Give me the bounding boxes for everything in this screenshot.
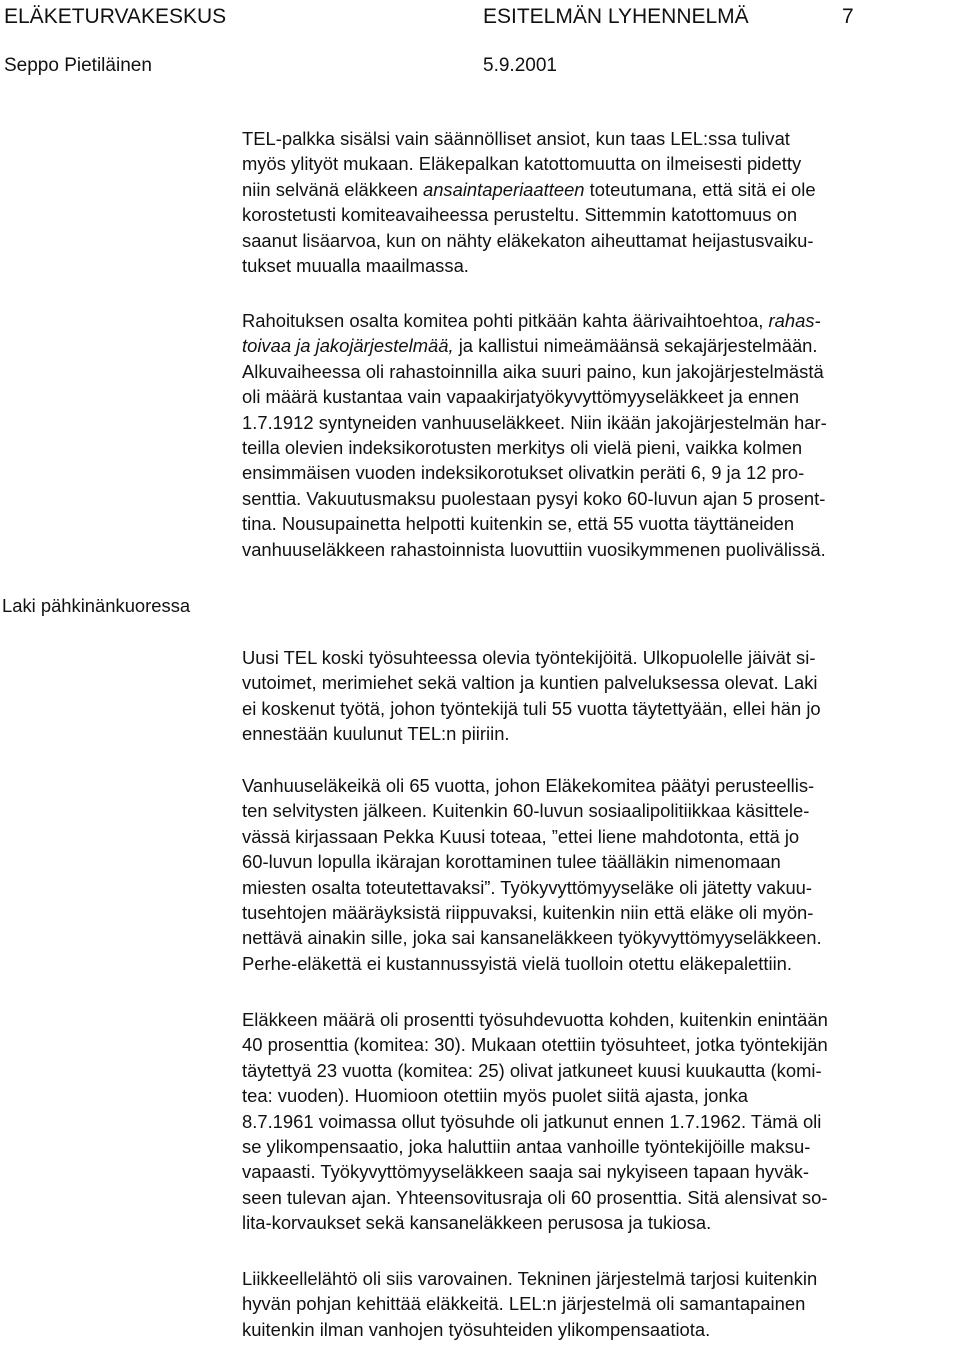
text-line: vapaasti. Työkyvyttömyyseläkkeen saaja sai nykyiseen tapaan hyväk- bbox=[242, 1161, 809, 1183]
text-line: vässä kirjassaan Pekka Kuusi toteaa, ”ettei liene mahdotonta, että jo bbox=[242, 825, 800, 847]
text-line: 60-luvun lopulla ikärajan korottaminen tulee täälläkin nimenomaan bbox=[242, 851, 781, 873]
text-line: 8.7.1961 voimassa ollut työsuhde oli jatkunut ennen 1.7.1962. Tämä oli bbox=[242, 1110, 822, 1132]
organization-name: ELÄKETURVAKESKUS bbox=[4, 5, 227, 28]
paragraph-1 bbox=[242, 126, 960, 278]
text-line: seen tulevan ajan. Yhteensovitusraja oli 60 prosenttia. Sitä alensivat so- bbox=[242, 1186, 828, 1208]
text-line: 40 prosenttia (komitea: 30). Mukaan otettiin työsuhteet, jotka työntekijän bbox=[242, 1034, 828, 1056]
text-run: toteutumana, että sitä ei ole bbox=[584, 178, 816, 200]
text-line: TEL-palkka sisälsi vain säännölliset ansiot, kun taas LEL:ssa tulivat bbox=[242, 128, 790, 149]
text-line: korostetusti komiteavaiheessa perusteltu. Sittemmin katottomuus on bbox=[242, 204, 798, 226]
text-line: hyvän pohjan kehittää eläkkeitä. LEL:n järjestelmä oli samantapainen bbox=[242, 1293, 806, 1315]
text-line: nettävä ainakin sille, joka sai kansaneläkkeen työkyvyttömyyseläkkeen. bbox=[242, 927, 822, 949]
text-line: Uusi TEL koski työsuhteessa olevia työntekijöitä. Ulkopuolelle jäivät si- bbox=[242, 647, 816, 668]
author-name: Seppo Pietiläinen bbox=[4, 55, 152, 76]
section-heading: Laki pähkinänkuoressa bbox=[2, 595, 191, 616]
page-number: 7 bbox=[842, 5, 854, 28]
document-title: ESITELMÄN LYHENNELMÄ bbox=[483, 5, 749, 28]
text-run: ja kallistui nimeämäänsä sekajärjestelmään. bbox=[453, 335, 818, 357]
text-line bbox=[242, 177, 960, 202]
text-run: niin selvänä eläkkeen bbox=[242, 178, 423, 200]
text-line: tusehtojen määräyksistä riippuvaksi, kuitenkin niin että eläke oli myön- bbox=[242, 902, 814, 924]
text-line: vutoimet, merimiehet sekä valtion ja kuntien palveluksessa olevat. Laki bbox=[242, 672, 818, 694]
text-line: oli määrä kustantaa vain vapaakirjatyökyvyttömyyseläkkeet ja ennen bbox=[242, 386, 800, 408]
text-line: saanut lisäarvoa, kun on nähty eläkekaton aiheuttamat heijastusvaiku- bbox=[242, 229, 814, 251]
text-line: Vanhuuseläkeikä oli 65 vuotta, johon Eläkekomitea päätyi perusteellis- bbox=[242, 775, 815, 796]
text-line: teilla olevien indeksikorotusten merkitys oli vielä pieni, vaikka kolmen bbox=[242, 437, 803, 459]
paragraph-5 bbox=[242, 1007, 960, 1236]
text-line: ei koskenut työtä, johon työntekijä tuli 55 vuotta täytettyään, ellei hän jo bbox=[242, 697, 821, 719]
text-line: senttia. Vakuutusmaksu puolestaan pysyi koko 60-luvun ajan 5 prosent- bbox=[242, 487, 826, 509]
paragraph-6 bbox=[242, 1266, 960, 1342]
text-line: Perhe-eläkettä ei kustannussyistä vielä tuolloin otettu eläkepalettiin. bbox=[242, 952, 793, 974]
text-line: ennestään kuulunut TEL:n piiriin. bbox=[242, 723, 510, 745]
italic-term: rahas- bbox=[768, 310, 821, 331]
italic-term: ansaintaperiaatteen bbox=[422, 178, 585, 200]
text-line: Eläkkeen määrä oli prosentti työsuhdevuotta kohden, kuitenkin enintään bbox=[242, 1009, 828, 1030]
text-line: ten selvitysten jälkeen. Kuitenkin 60-luvun sosiaalipolitiikkaa käsittele- bbox=[242, 800, 810, 822]
text-line: Alkuvaiheessa oli rahastoinnilla aika suuri paino, kun jakojärjestelmästä bbox=[242, 360, 824, 382]
text-line bbox=[242, 308, 960, 333]
paragraph-4 bbox=[242, 773, 960, 976]
text-line: myös ylityöt mukaan. Eläkepalkan katottomuutta on ilmeisesti pidetty bbox=[242, 153, 802, 175]
paragraph-2 bbox=[242, 308, 960, 562]
text-line: vanhuuseläkkeen rahastoinnista luovuttiin vuosikymmenen puolivälissä. bbox=[242, 538, 826, 560]
text-line: tina. Nousupainetta helpotti kuitenkin se, että 55 vuotta täyttäneiden bbox=[242, 513, 795, 535]
text-run: Rahoituksen osalta komitea pohti pitkään kahta äärivaihtoehtoa, bbox=[242, 310, 769, 331]
text-line: se ylikompensaatio, joka haluttiin antaa vanhoille työntekijöille maksu- bbox=[242, 1136, 811, 1158]
text-line: kuitenkin ilman vanhojen työsuhteiden ylikompensaatiota. bbox=[242, 1318, 711, 1340]
text-line: 1.7.1912 syntyneiden vanhuuseläkkeet. Niin ikään jakojärjestelmän har- bbox=[242, 411, 827, 433]
text-line: lita-korvaukset sekä kansaneläkkeen perusosa ja tukiosa. bbox=[242, 1212, 712, 1234]
text-line: ensimmäisen vuoden indeksikorotukset olivatkin peräti 6, 9 ja 12 pro- bbox=[242, 462, 805, 484]
italic-term: toivaa ja jakojärjestelmää, bbox=[242, 335, 454, 357]
text-line bbox=[242, 333, 960, 358]
text-line: tea: vuoden). Huomioon otettiin myös puolet siitä ajasta, jonka bbox=[242, 1085, 749, 1107]
paragraph-3 bbox=[242, 645, 960, 747]
document-date: 5.9.2001 bbox=[483, 55, 557, 76]
text-line: tukset muualla maailmassa. bbox=[242, 255, 469, 277]
text-line: täytettyä 23 vuotta (komitea: 25) olivat jatkuneet kuusi kuukautta (komi- bbox=[242, 1059, 822, 1081]
text-line: Liikkeellelähtö oli siis varovainen. Tekninen järjestelmä tarjosi kuitenkin bbox=[242, 1268, 818, 1289]
text-line: miesten osalta toteutettavaksi”. Työkyvyttömyyseläke oli jätetty vakuu- bbox=[242, 876, 813, 898]
